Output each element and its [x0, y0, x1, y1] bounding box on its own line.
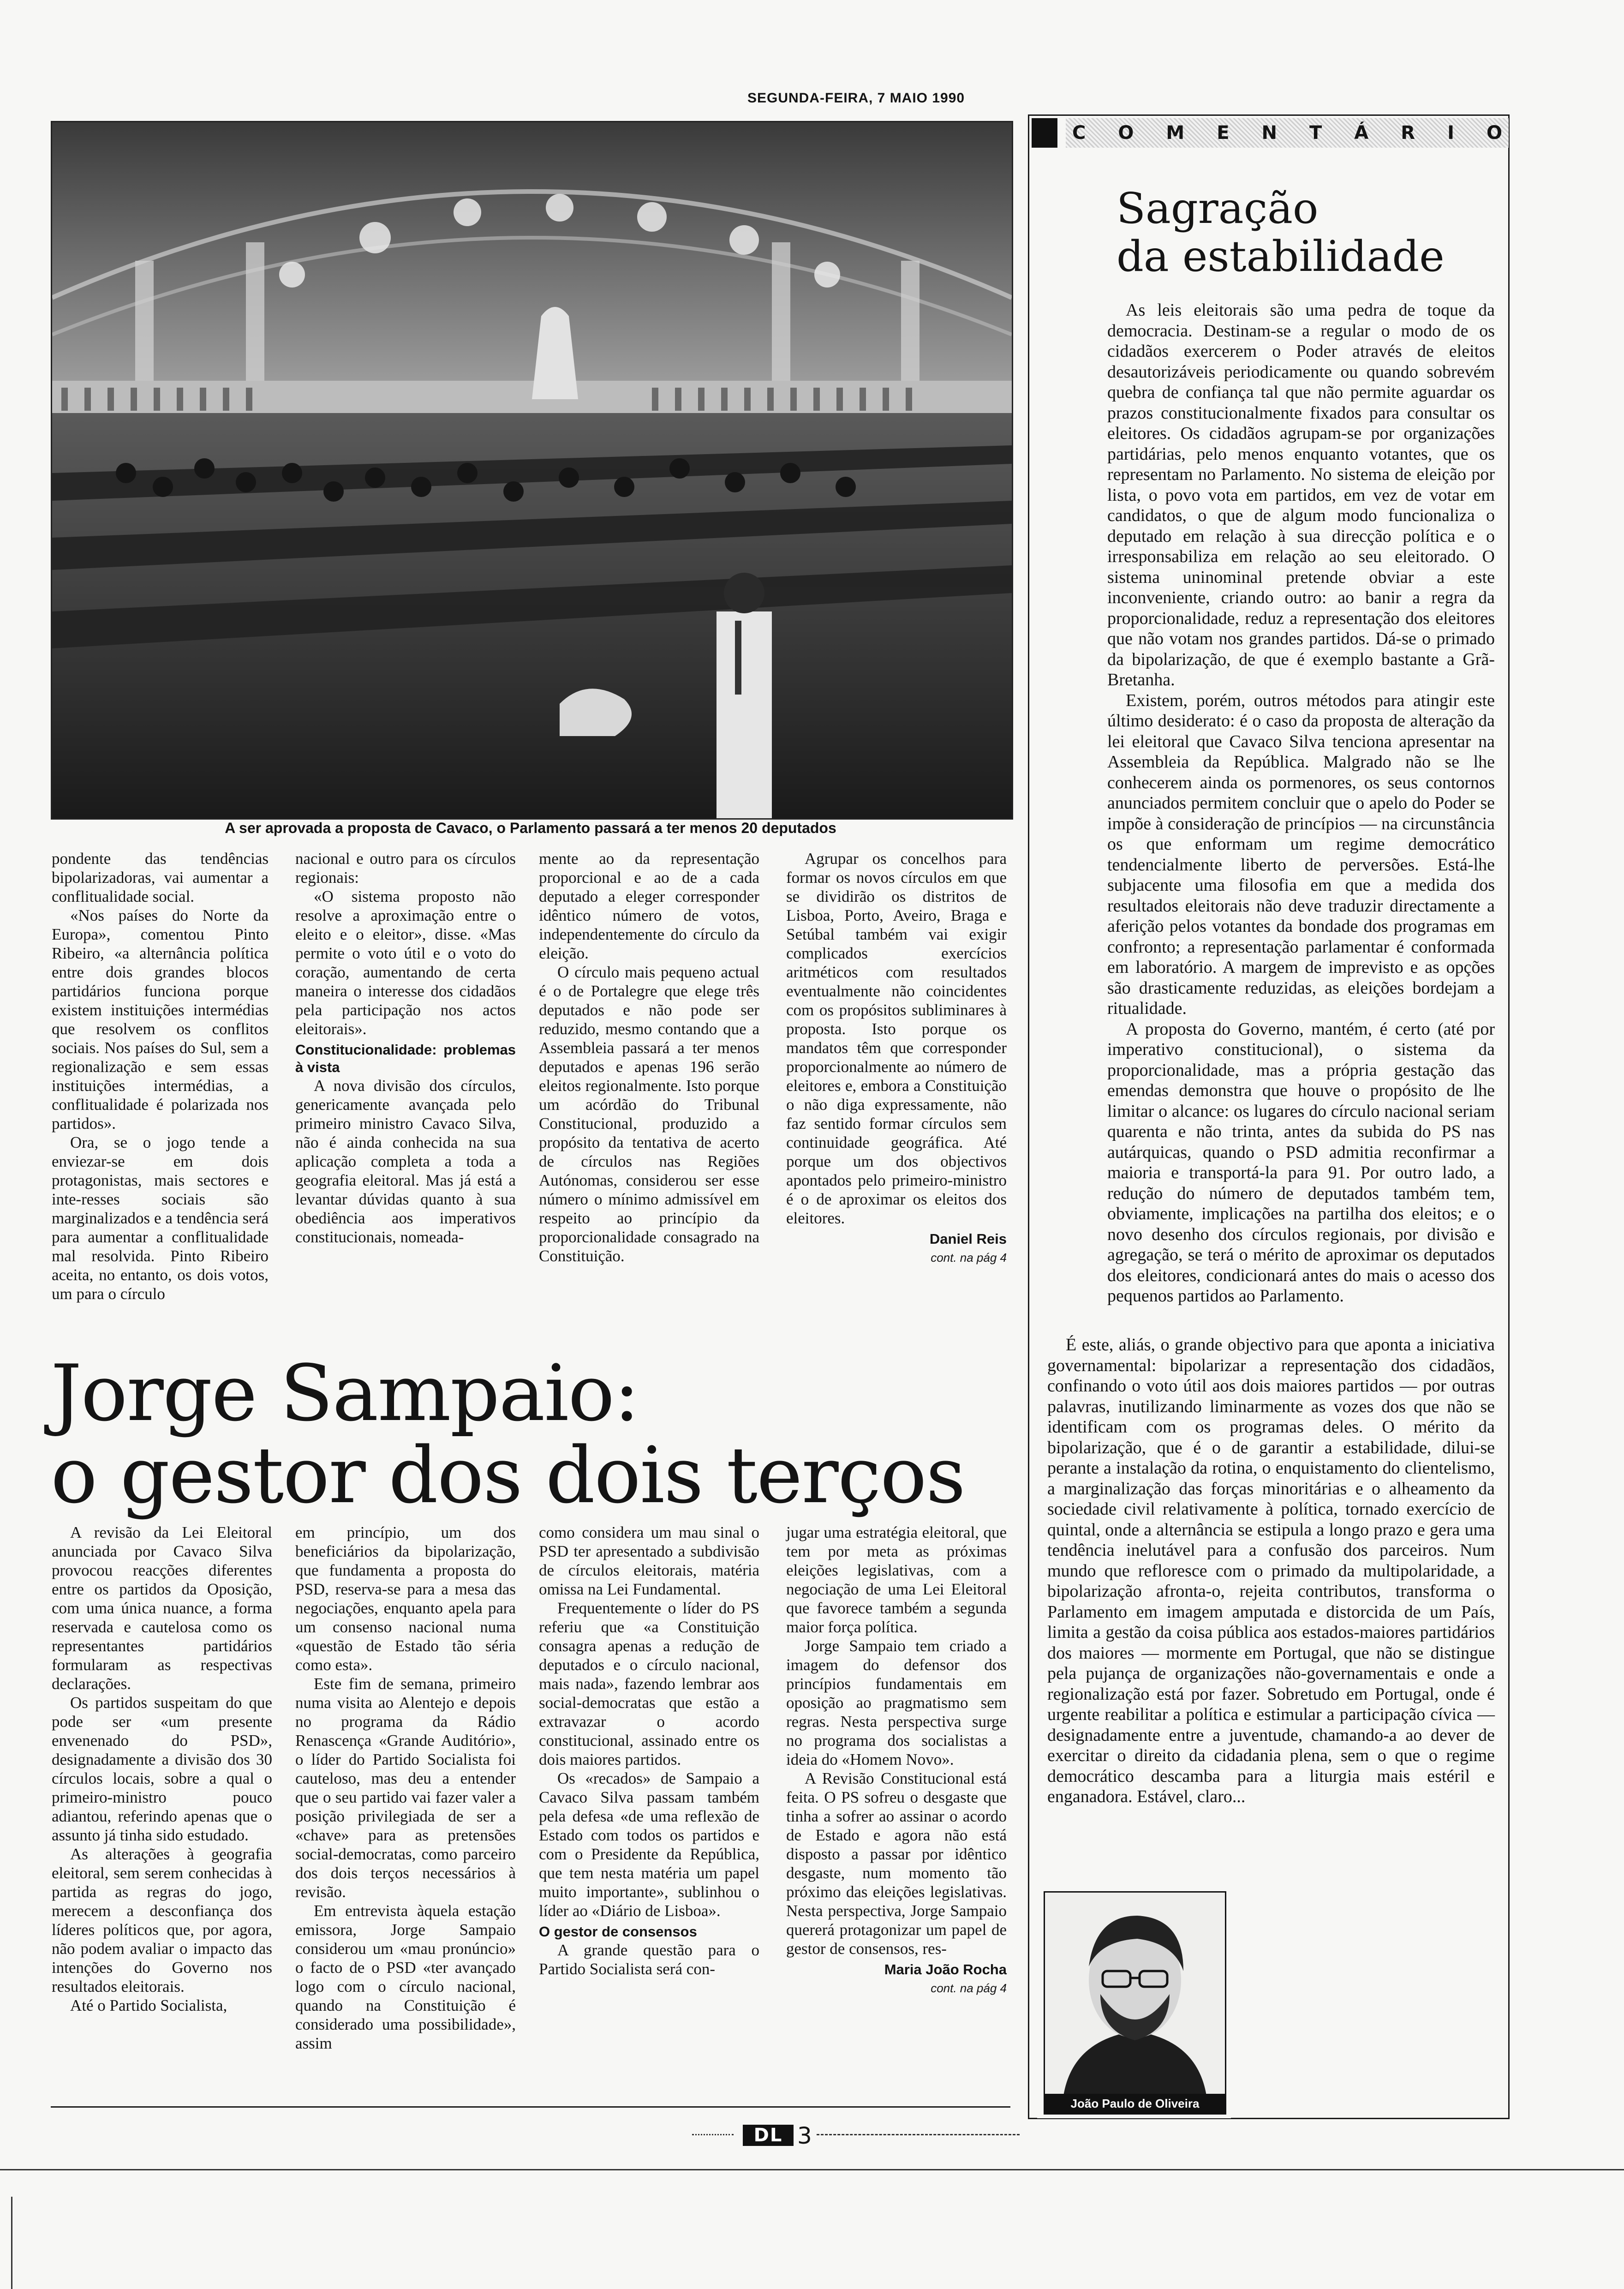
page-left-edge: [11, 2197, 12, 2289]
paragraph: Existem, porém, outros métodos para atingir este último desiderato: é o caso da proposta de alteração da lei eleitoral que Cavaco Silva tenciona apresentar na Assembleia da República. Malgrado não se lhe conhecerem ainda os pormenores, os seus contornos anunciados permitem concluir que o apelo do Poder se impõe à consideração de princípios — na circunstância os que enformam um regime democrático tendencialmente liberto de perversões. Está-lhe subjacente uma filosofia em que a medida dos resultados eleitorais não deve traduzir directamente a aferição pelos votantes da bondade dos programas em confronto; a representação parlamentar é conformada em laboratório. A margem de imprevisto e as opções são drasticamente reduzidas, as eleições bordejam a ritualidade.: [1107, 690, 1495, 1018]
paragraph: A revisão da Lei Eleitoral anunciada por Cavaco Silva provocou reacções diferentes entre os partidos da Oposição, com uma única nuance, a forma reservada e cautelosa como os representantes partidários formularam as respectivas declarações.: [52, 1523, 272, 1693]
portrait-caption: João Paulo de Oliveira: [1045, 2094, 1225, 2113]
section-letter: O: [1118, 122, 1134, 144]
section-letter: O: [1486, 122, 1502, 144]
footer-dashes-right: [817, 2134, 1020, 2135]
section-letter: T: [1309, 122, 1322, 144]
sampaio-column-3: [539, 1523, 759, 1978]
author-portrait-illustration: [1045, 1893, 1225, 2096]
paragraph: Jorge Sampaio tem criado a imagem do defensor dos princípios fundamentais em oposição ao pragmatismo sem regras. Nesta perspectiva surge no programa dos socialistas a ideia do «Homem Novo».: [786, 1637, 1007, 1768]
parliament-photo: [51, 121, 1013, 820]
author-portrait: [1044, 1891, 1226, 2115]
byline-daniel-reis: Daniel Reis: [929, 1231, 1007, 1247]
paragraph: É este, aliás, o grande objectivo para que aponta a iniciativa governamental: bipolarizar a representação dos cidadãos, confinando o voto útil aos dois maiores partidos — por outras palavras, inutilizando liminarmente as vozes dos que não se identificam com os programas deles. O mérito da bipolarização, que é o de garantir a estabilidade, dilui-se perante a instalação da rotina, o enquistamento do clientelismo, a marginalização das forças minoritárias e o alheamento da sociedade civil relativamente à política, tornado exercício de quintal, onde a alternância se estipula a longo prazo e gera uma tendência inelutável para a confusão dos parceiros. Num mundo que refloresce com o primado da multipolaridade, a bipolarização afronta-o, rejeita contributos, transforma o Parlamento em imagem amputada e distorcida de um País, limita a gestão da coisa pública aos estados-maiores partidários dos maiores — mormente em Portugal, que não se distingue pela pujança de organizações não-governamentais e onde a regionalização está por fazer. Sobretudo em Portugal, onde é urgente reabilitar a política e estimular a participação cívica — designadamente entre a juventude, chamando-a ao dever de exercitar o direito da cidadania plena, sem o que o regime democrático descamba para a liturgia mais estéril e enganadora. Estável, claro...: [1047, 1335, 1495, 1806]
headline-line-2: o gestor dos dois terços: [51, 1430, 965, 1521]
comentario-title: [1116, 185, 1486, 281]
paragraph: Frequentemente o líder do PS referiu que «a Constituição consagra apenas a redução de deputados e o círculo nacional, mais nada», fazendo lembrar aos social-democratas que estão a extravazar o acordo constitucional, assinado entre os dois maiores partidos.: [539, 1599, 759, 1768]
paragraph: pondente das tendências bipolarizadoras, vai aumentar a conflitualidade social.: [52, 850, 269, 905]
top-article-column-2: [295, 849, 516, 1246]
section-letter: I: [1447, 122, 1454, 144]
newspaper-logo: DL: [743, 2125, 794, 2146]
section-letter: N: [1261, 122, 1277, 144]
bottom-rule: [51, 2106, 1010, 2108]
section-letter: Á: [1354, 122, 1369, 144]
parliament-photo-illustration: [52, 122, 1012, 818]
paragraph: Os «recados» de Sampaio a Cavaco Silva passam também pela defesa «de uma reflexão de Estado com todos os partidos e com o Presidente da República, que tem nesta matéria um papel muito importante», sublinhou o líder ao «Diário de Lisboa».: [539, 1769, 759, 1920]
paragraph: A Revisão Constitucional está feita. O PS sofreu o desgaste que tinha a sofrer ao assinar o acordo de Estado e agora não está disposto a passar por idêntico desgaste, num momento tão próximo das eleições legislativas. Nesta perspectiva, Jorge Sampaio quererá protagonizar um papel de gestor de consensos, res-: [786, 1769, 1007, 1958]
issue-date: SEGUNDA-FEIRA, 7 MAIO 1990: [747, 90, 965, 106]
sampaio-column-1: [52, 1523, 272, 2015]
paragraph: «Nos países do Norte da Europa», comentou Pinto Ribeiro, «a alternância política entre dois grandes blocos partidários funciona porque existem instituições intermédias que resolvem os conflitos sociais. Nos países do Sul, sem a regionalização e sem essas instituições intermédias, a conflitualidade é polarizada nos partidos».: [52, 906, 269, 1133]
page-bottom-edge: [0, 2169, 1624, 2170]
sampaio-column-4: [786, 1523, 1007, 1998]
continued-link[interactable]: cont. na pág 4: [931, 1981, 1007, 1995]
top-article-column-1: [52, 849, 269, 1303]
footer-dots-left: [692, 2134, 734, 2135]
section-letter: E: [1217, 122, 1230, 144]
comentario-body: [1107, 300, 1495, 1306]
paragraph: mente ao da representação proporcional e ao de a cada deputado a eleger corresponder idêntico número de votos, independentemente do círculo da eleição.: [539, 850, 759, 962]
top-article-column-4: [786, 849, 1007, 1267]
sampaio-column-2: [295, 1523, 516, 2053]
paragraph: As leis eleitorais são uma pedra de toque da democracia. Destinam-se a regular o modo de os cidadãos exercerem o Poder através de eleitos desautorizáveis periodicamente ou quando sobrevém quebra de confiança tal que não permite aguardar os prazos constitucionalmente fixados para consultar os eleitores. Os cidadãos agrupam-se por organizações partidárias, pelo menos enquanto votantes, que os representam no Parlamento. No sistema de eleição por lista, o povo vota em partidos, em vez de votar em candidatos, o que de algum modo funcionaliza o deputado em relação à sua direcção política e o irresponsabiliza em relação ao seu eleitorado. O sistema uninominal pretende obviar a este inconveniente, criando outro: ao banir a regra da proporcionalidade, reduz a representação dos eleitores que não votam nos grandes partidos. Dá-se o primado da bipolarização, de que é exemplo bastante a Grã-Bretanha.: [1107, 300, 1495, 689]
page-number: 3: [797, 2122, 812, 2149]
byline-maria-joao-rocha: Maria João Rocha: [884, 1961, 1007, 1977]
paragraph: A grande questão para o Partido Socialista será con-: [539, 1941, 759, 1978]
section-letter: R: [1401, 122, 1415, 144]
section-label-comentario: [1066, 118, 1509, 148]
paragraph: A proposta do Governo, mantém, é certo (até por imperativo constitucional), o sistema da proporcionalidade, mas a própria gestação das emendas demonstra que houve o propósito de lhe limitar o alcance: os lugares do círculo nacional seriam quarenta e não trinta, antes da subida do PS nas autárquicas, quando o PSD admitia reconfirmar a maioria e transportá-la para 91. Por outro lado, a redução do número de deputados também tem, obviamente, implicações na partilha dos eleitos; e o novo desenho dos círculos regionais, por divisão e agregação, se terá o mérito de aproximar os deputados dos eleitores, condicionará antes do mais o acesso dos pequenos partidos ao Parlamento.: [1107, 1019, 1495, 1306]
section-letter: M: [1166, 122, 1185, 144]
comentario-body-lower: [1047, 1335, 1495, 1807]
section-letter: C: [1072, 122, 1086, 144]
top-article-column-3: [539, 849, 759, 1265]
paragraph: Até o Partido Socialista,: [70, 1996, 227, 2014]
paragraph: A nova divisão dos círculos, genericamente avançada pelo primeiro ministro Cavaco Silva, não é ainda conhecida na sua aplicação completa a toda a geografia eleitoral. Mas já está a levantar dúvidas quanto à sua obediência aos imperativos constitucionais, nomeada-: [295, 1077, 516, 1246]
subheading-gestor-consensos: O gestor de consensos: [539, 1923, 697, 1940]
paragraph: As alterações à geografia eleitoral, sem serem conhecidas à partida as regras do jogo, merecem a desconfiança dos líderes políticos que, por agora, não podem avaliar o impacto das intenções do Governo nos resultados eleitorais.: [52, 1845, 272, 1995]
paragraph: Ora, se o jogo tende a enviezar-se em dois protagonistas, mais sectores e inte-resses sociais são marginalizados e a tendência será para aumentar a conflitualidade mal resolvida. Pinto Ribeiro aceita, no entanto, os dois votos, um para o círculo: [52, 1133, 269, 1303]
paragraph: Este fim de semana, primeiro numa visita ao Alentejo e depois no programa da Rádio Renascença «Grande Auditório», o líder do Partido Socialista foi cauteloso, mas deu a entender que o seu partido vai fazer valer a posição privilegiada de ser a «chave» para as pretensões social-democratas, como parceiro dos dois terços necessários à revisão.: [295, 1675, 516, 1901]
paragraph: O círculo mais pequeno actual é o de Portalegre que elege três deputados e não pode ser reduzido, mesmo contando que a Assembleia passará a ter menos deputados e apenas 196 serão eleitos regionalmente. Isto porque um acórdão do Tribunal Constitucional, produzido a propósito da tentativa de acerto de círculos nas Regiões Autónomas, considerou ser esse número o mínimo admissível em respeito ao princípio da proporcionalidade consagrado na Constituição.: [539, 963, 759, 1265]
subheading-constitucionalidade: Constitucionalidade: problemas à vista: [295, 1042, 516, 1075]
paragraph: «O sistema proposto não resolve a aproximação entre o eleito e o eleitor», disse. «Mas permite o voto útil e o voto do coração, aumentando de certa maneira o interesse dos cidadãos pela participação nos actos eleitorais».: [295, 887, 516, 1038]
section-marker-square: [1032, 118, 1057, 148]
paragraph: como considera um mau sinal o PSD ter apresentado a subdivisão de círculos eleitorais, matéria omissa na Lei Fundamental.: [539, 1523, 759, 1598]
paragraph: Os partidos suspeitam do que pode ser «um presente envenenado do PSD», designadamente a divisão dos 30 círculos locais, sobre a qual o primeiro-ministro pouco adiantou, referindo apenas que o assunto já tinha sido estudado.: [52, 1694, 272, 1844]
paragraph: em princípio, um dos beneficiários da bipolarização, que fundamenta a proposta do PSD, reserva-se para a mesa das negociações, enquanto apela para um consenso nacional numa «questão de Estado tão séria como esta».: [295, 1523, 516, 1674]
continued-link[interactable]: cont. na pág 4: [931, 1251, 1007, 1264]
photo-caption: A ser aprovada a proposta de Cavaco, o Parlamento passará a ter menos 20 deputados: [225, 820, 836, 836]
title-line-1: Sagração: [1116, 184, 1319, 233]
paragraph: Em entrevista àquela estação emissora, Jorge Sampaio considerou um «mau pronúncio» o facto de o PSD «ter avançado logo com o círculo nacional, quando na Constituição é considerado uma possibilidade», assim: [295, 1902, 516, 2052]
paragraph: jugar uma estratégia eleitoral, que tem por meta as próximas eleições legislativas, com a negociação de uma Lei Eleitoral que favorece também a segunda maior força política.: [786, 1523, 1007, 1636]
headline-line-1: Jorge Sampaio:: [51, 1348, 639, 1438]
title-line-2: da estabilidade: [1116, 232, 1445, 281]
sampaio-headline: [51, 1348, 973, 1521]
paragraph: nacional e outro para os círculos regionais:: [295, 850, 516, 887]
paragraph: Agrupar os concelhos para formar os novos círculos em que se dividirão os distritos de Lisboa, Porto, Aveiro, Braga e Setúbal também vai exigir complicados exercícios aritméticos com resultados eventualmente não coincidentes com os propósitos subliminares à proposta. Isto porque os mandatos têm que corresponder proporcionalmente ao número de eleitores e, embora a Constituição o não diga expressamente, não faz sentido formar círculos sem continuidade geográfica. Até porque um dos objectivos apontados pelo primeiro-ministro é o de aproximar os eleitos dos eleitores.: [786, 850, 1007, 1227]
